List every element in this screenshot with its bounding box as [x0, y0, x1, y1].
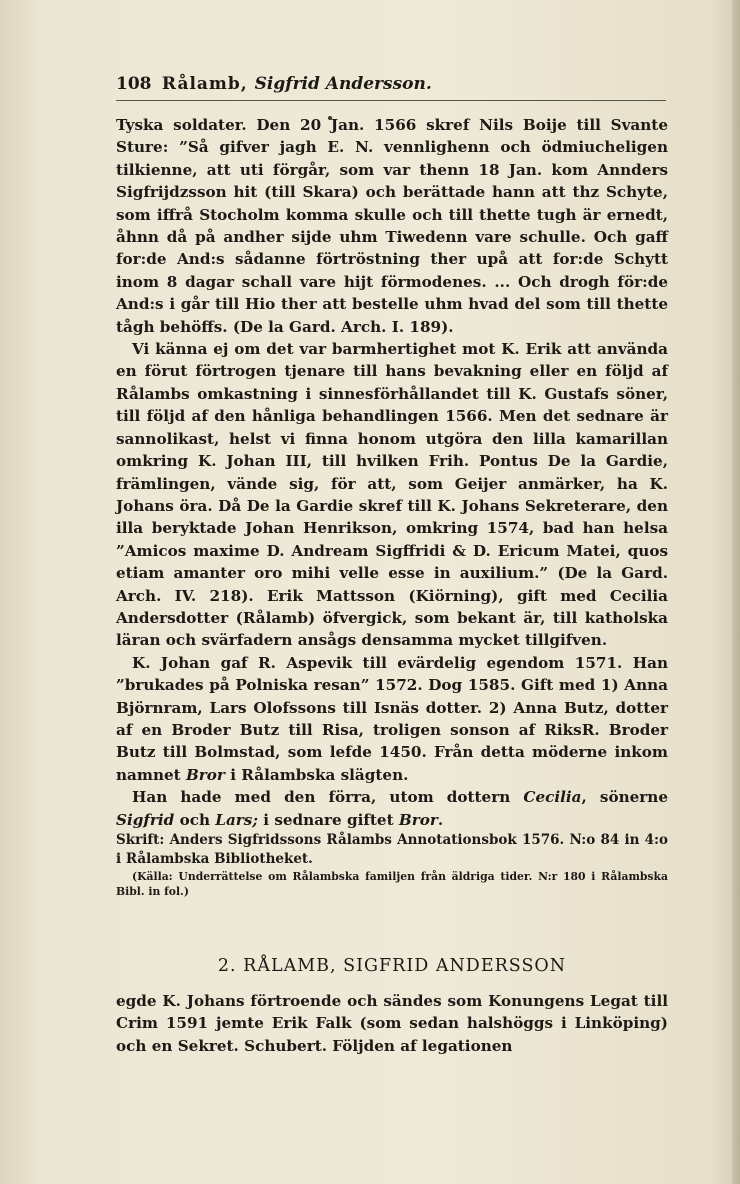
- running-head-italic: Sigfrid Andersson.: [254, 74, 432, 94]
- section-text: egde K. Johans förtroende och sändes som Konungens Legat till Crim 1591 jemte Erik Falk (som sedan halshöggs i Linköping) och en Sekret. Schubert. Följden af legationen: [116, 992, 668, 1055]
- running-head: [162, 74, 432, 94]
- kalla-text: Underrättelse om Rålambska familjen från äldriga tider. N:r 180 i Rålambska Bibl. in fol.): [116, 870, 668, 898]
- p4-b: Cecilia: [523, 788, 582, 807]
- paragraph-4: [116, 786, 668, 831]
- skrift-text: Anders Sigfridssons Rålambs Annotationsbok 1576. N:o 84 in 4:o i Rålambska Bibliotheket.: [116, 832, 668, 867]
- skrift-label: Skrift:: [116, 832, 165, 848]
- kalla-note: [116, 869, 668, 899]
- p4-i: .: [437, 810, 444, 829]
- p3-end: i Rålambska slägten.: [224, 765, 409, 784]
- paragraph-1: Tyska soldater. Den 20 Jan. 1566 skref Nils Boije till Svante Sture: ”Så gifver jagh E. N. vennlighenn och ödmiucheligen tilkienne, att uti förgår, som var thenn 18 Jan. kom Annders Sigfrijdzsson hit (till Skara) och berättade hann att thz Schyte, som iffrå Stocholm komma skulle och till thette tugh är ernedt, åhnn då på andher sijde uhm Tiwedenn vare schulle. Och gaff for:de And:s sådanne förtröstning ther upå att for:de Schytt inom 8 dagar schall vare hijt förmodenes. ... Och drogh för:de And:s i går till Hio ther att bestelle uhm hvad del som till thette tågh behöffs. (De la Gard. Arch. I. 189).: [116, 116, 668, 336]
- kalla-label: (Källa:: [132, 870, 173, 883]
- paragraph-3: [116, 652, 668, 786]
- p4-g: i sednare giftet: [257, 810, 399, 829]
- page-number: 108: [116, 74, 152, 94]
- main-text: [116, 114, 668, 899]
- p4-c: , sönerne: [581, 788, 669, 807]
- p3-italic: Bror: [185, 765, 225, 784]
- p4-a: Han hade med den förra, utom dottern: [132, 788, 524, 807]
- paragraph-2: Vi känna ej om det var barmhertighet mot K. Erik att använda en förut förtrogen tjenare till hans bevakning eller en följd af Rålambs omkastning i sinnesförhållandet till K. Gustafs söner, till följd af den hånliga behandlingen 1566. Men det sednare är sannolikast, helst vi finna honom utgöra den lilla kamarillan omkring K. Johan III, till hvilken Frih. Pontus De la Gardie, främlingen, vände sig, för att, som Geijer anmärker, ha K. Johans öra. Då De la Gardie skref till K. Johans Sekreterare, den illa beryktade Johan Henrikson, omkring 1574, bad han helsa ”Amicos maxime D. Andream Sigffridi & D. Ericum Matei, quos etiam amanter oro mihi velle esse in auxilium.” (De la Gard. Arch. IV. 218). Erik Mattsson (Kiörning), gift med Cecilia Andersdotter (Rålamb) öfvergick, som bekant är, till katholska läran och svärfadern ansågs densamma mycket tillgifven.: [116, 340, 668, 650]
- running-head-name: Rålamb,: [161, 74, 255, 94]
- section-heading: 2. RÅLAMB, SIGFRID ANDERSSON: [217, 956, 567, 976]
- running-header: [116, 74, 676, 98]
- skrift-note: [116, 831, 668, 869]
- p3-text: K. Johan gaf R. Aspevik till evärdelig egendom 1571. Han ”brukades på Polniska resan” 1572. Dog 1585. Gift med 1) Anna Björnram, Lars Olofssons till Isnäs dotter. 2) Anna Butz, dotter af en Broder Butz till Risa, troligen sonson af RiksR. Broder Butz till Bolmstad, som lefde 1450. Från detta möderne inkom namnet: [116, 653, 668, 784]
- p4-f: Lars;: [215, 810, 258, 829]
- p4-h: Bror: [398, 810, 438, 829]
- header-rule: [116, 100, 666, 101]
- p4-d: Sigfrid: [116, 810, 175, 829]
- p4-e: och: [174, 810, 216, 829]
- page-edge: [732, 0, 740, 1184]
